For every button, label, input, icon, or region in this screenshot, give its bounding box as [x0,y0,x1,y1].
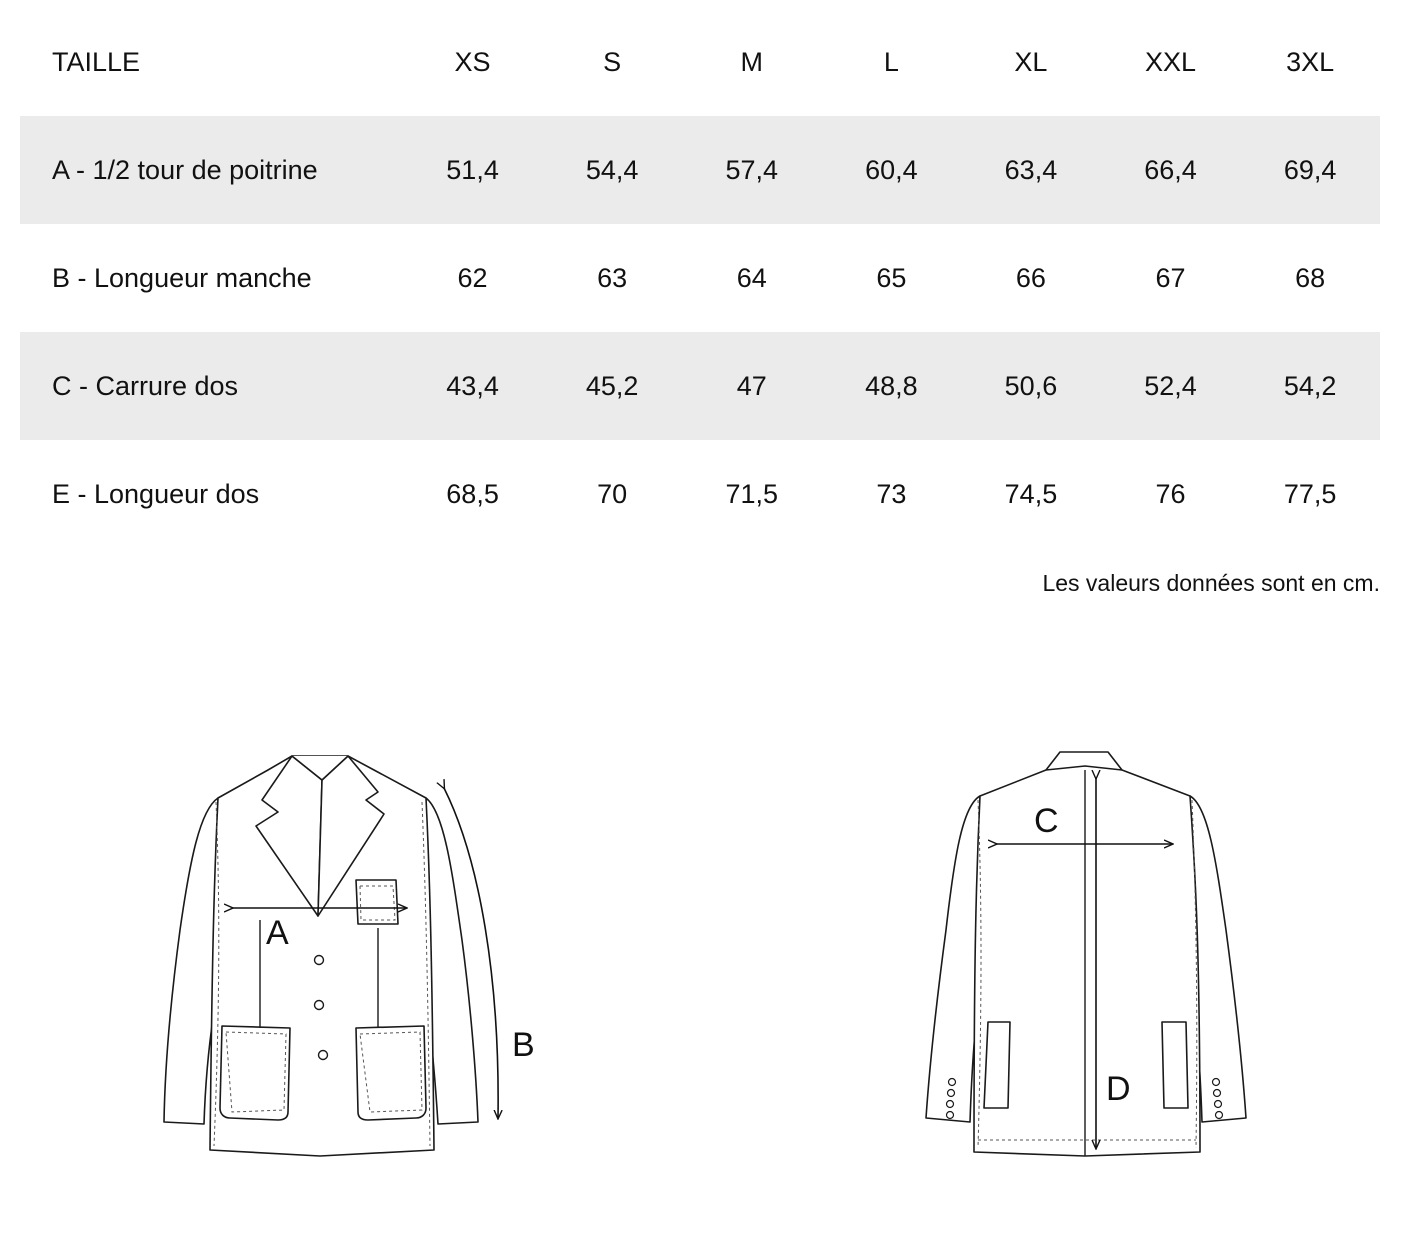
row-label: A - 1/2 tour de poitrine [20,116,403,224]
header-size-l: L [883,46,899,77]
table-cell: 51,4 [403,116,543,224]
header-size-xxl: XXL [1145,46,1197,77]
table-cell: 64 [736,262,767,293]
measure-label-d: D [1106,1070,1131,1108]
table-cell: 60,4 [822,116,962,224]
row-label: E - Longueur dos [52,478,260,509]
table-cell: 74,5 [1004,478,1058,509]
table-cell: 66 [1015,262,1046,293]
table-cell: 71,5 [725,478,779,509]
table-cell: 69,4 [1240,116,1380,224]
measure-label-b: B [512,1026,535,1064]
measure-label-c: C [1034,802,1059,840]
table-cell: 67 [1155,262,1186,293]
table-cell: 50,6 [961,332,1101,440]
table-header-row [20,8,1380,116]
table-cell: 66,4 [1101,116,1241,224]
table-cell: 52,4 [1101,332,1241,440]
header-size-xs: XS [454,46,491,77]
table-row [20,332,1380,440]
table-cell: 48,8 [822,332,962,440]
header-size-3xl: 3XL [1286,46,1335,77]
table-cell: 54,2 [1240,332,1380,440]
jacket-front-diagram [150,740,550,1170]
table-cell: 63 [597,262,628,293]
header-size-xl: XL [1014,46,1048,77]
table-cell: 63,4 [961,116,1101,224]
table-cell: 70 [597,478,628,509]
size-chart-table [20,8,1380,548]
table-row [20,440,1380,548]
table-cell: 54,4 [542,116,682,224]
row-label: C - Carrure dos [20,332,403,440]
table-row [20,116,1380,224]
jacket-back-diagram [910,740,1260,1170]
table-cell: 45,2 [542,332,682,440]
measure-label-a: A [266,914,289,952]
table-cell: 47 [682,332,822,440]
table-cell: 57,4 [682,116,822,224]
table-cell: 76 [1155,478,1186,509]
table-cell: 77,5 [1283,478,1337,509]
header-label: TAILLE [52,46,141,77]
table-cell: 73 [876,478,907,509]
table-cell: 68 [1295,262,1326,293]
row-label: B - Longueur manche [52,262,312,293]
table-cell: 68,5 [446,478,499,509]
header-size-m: M [740,46,763,77]
table-cell: 62 [457,262,488,293]
units-note: Les valeurs données sont en cm. [1042,570,1380,596]
table-cell: 65 [876,262,907,293]
table-row [20,224,1380,332]
table-cell: 43,4 [403,332,543,440]
header-size-s: S [603,46,622,77]
